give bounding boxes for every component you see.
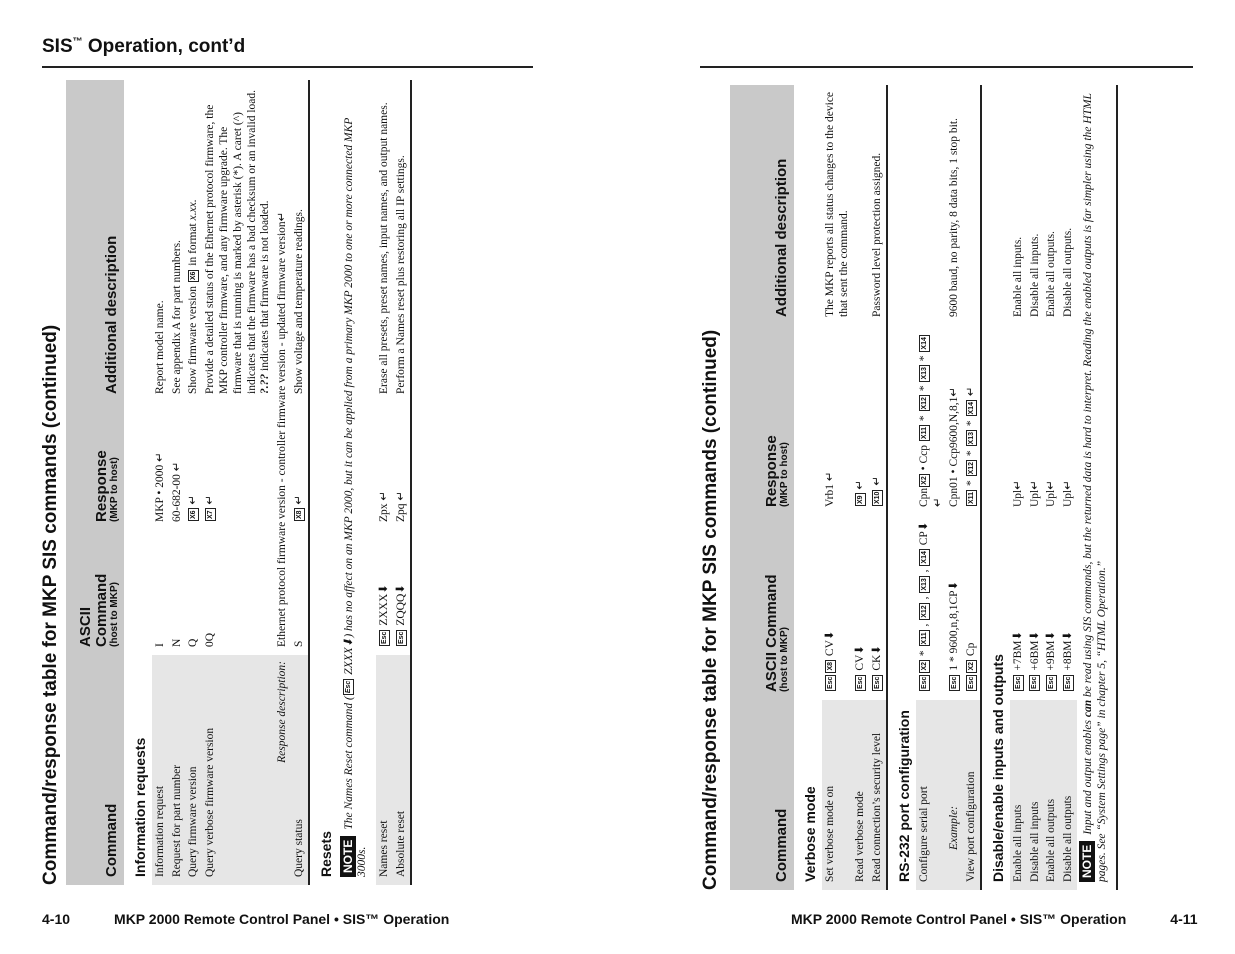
x8-key: X8: [295, 510, 303, 519]
x11-key: X11: [920, 632, 928, 645]
section-rs232: RS-232 port configuration: [895, 710, 912, 882]
esc-key: Esc: [381, 631, 389, 644]
left-page-table-block: [40, 80, 445, 885]
table-row: Disable all inputs Esc +6BM⬇ Upl↵ Disable all inputs.: [1027, 85, 1044, 890]
x13-key: X13: [920, 578, 928, 591]
table-row: Example: Esc 1 * 9600,n,8,1CP⬇ Cpn01 • Ccp9600,N,8,1↵ 9600 baud, no parity, 8 data bits, 1 stop bit.: [946, 85, 963, 890]
left-table-title: Command/response table for MKP SIS commands (continued): [40, 324, 61, 885]
x9-key: X9: [857, 495, 865, 504]
col-header-response: Response (MKP to host): [730, 325, 794, 515]
table-row: Enable all inputs Esc +7BM⬇ Upl↵ Enable all inputs.: [1010, 85, 1027, 890]
page-number: 4-11: [1170, 911, 1198, 927]
note-row: NOTEInput and output enables can be read using SIS commands, but the returned data is hard to interpret. Reading the enabled outputs is far simpler using the HTML pages. See “System Settings page” in chapter 5, “HTML Operation.”: [1079, 93, 1108, 882]
section-disable-enable: Disable/enable inputs and outputs: [989, 654, 1006, 882]
footer-left: 4-10 MKP 2000 Remote Control Panel • SIS™ Operation: [42, 911, 450, 927]
section-resets: Resets: [317, 831, 334, 877]
left-command-table: [66, 80, 412, 885]
footer-right: MKP 2000 Remote Control Panel • SIS™ Operation 4-11: [791, 911, 1198, 927]
table-row: View port configuration EscX2 Cp X11 * X12 * X13 * X14 ↵: [963, 85, 981, 890]
x6-key: X6: [190, 510, 198, 519]
right-command-table: [730, 85, 1118, 890]
table-row: Absolute reset Esc ZQQQ⬇ Zpq ↵ Perform a Names reset plus restoring all IP settings.: [393, 80, 411, 885]
col-header-ascii: ASCII Command (host to MKP): [730, 515, 794, 700]
col-header-response: Response (MKP to host): [66, 402, 124, 530]
x2-key: X2: [920, 661, 928, 671]
header-rule-right: [700, 66, 1193, 68]
section-verbose-mode: Verbose mode: [802, 786, 818, 882]
table-row: Query status S X8 ↵ Show voltage and temperature readings.: [291, 80, 309, 885]
section-information-requests: Information requests: [132, 737, 148, 877]
table-row: Configure serial port EscX2 * X11 , X12 , X13 , X14 CP⬇ CpnX2 • Ccp X11 * X12 * X13 * X14 ↵: [916, 85, 947, 890]
x10-key: X10: [874, 491, 882, 504]
header-rule-left: [42, 66, 533, 68]
table-row: Response description: Ethernet protocol firmware version - controller firmware version - updated firmware version↵: [274, 80, 291, 885]
right-page-table-block: [700, 85, 1140, 890]
table-row: Query firmware version Q X6 ↵ Show firmware version X6 in format x.xx.: [185, 80, 202, 885]
x14-key: X14: [920, 551, 928, 564]
col-header-description: Additional description: [730, 85, 794, 325]
table-row: Names reset Esc ZXXX⬇ Zpx ↵ Erase all presets, preset names, input names, and output names.: [376, 80, 393, 885]
note-tag: NOTE: [1079, 841, 1095, 882]
col-header-description: Additional description: [66, 80, 124, 402]
table-row: Information request I MKP • 2000 ↵ Report model name.: [152, 80, 169, 885]
table-row: Read connection’s security level Esc CK⬇ X10 ↵ Password level protection assigned.: [869, 85, 887, 890]
table-row: Query verbose firmware version 0Q X7 ↵ Provide a detailed status of the Ethernet protocol firmware, the MKP controller firmware, and any firmware upgrade. The firmware that is running is marked by asterisk (*). A caret (^) indicates that the firmware has a bad checksum or an invalid load. ?.?? indicates that firmware is not loaded.: [202, 80, 274, 885]
table-row: Request for part number N 60-682-00 ↵ See appendix A for part numbers.: [169, 80, 186, 885]
right-table-title: Command/response table for MKP SIS commands (continued): [700, 329, 721, 890]
col-header-ascii: ASCII Command (host to MKP): [66, 530, 124, 655]
table-row: Enable all outputs Esc +9BM⬇ Upl↵ Enable all outputs.: [1043, 85, 1060, 890]
x7-key: X7: [207, 510, 215, 519]
col-header-command: Command: [66, 655, 124, 885]
col-header-command: Command: [730, 700, 794, 890]
table-row: Disable all outputs Esc +8BM⬇ Upl↵ Disable all outputs.: [1060, 85, 1077, 890]
x12-key: X12: [920, 605, 928, 618]
page-header: SIS™ Operation, cont’d: [42, 36, 246, 57]
note-row: NOTEThe Names Reset command (Esc ZXXX⬇) has no affect on an MKP 2000, but it can be applied from a primary MKP 2000 to one or more connected MKP 3000s.: [340, 117, 369, 877]
note-tag: NOTE: [340, 836, 356, 877]
table-row: Read verbose mode Esc CV⬇ X9 ↵: [852, 85, 869, 890]
page-number: 4-10: [42, 911, 71, 927]
table-row: Set verbose mode on EscX8 CV⬇ Vrb1 ↵ The MKP reports all status changes to the device that sent the command.: [822, 85, 853, 890]
